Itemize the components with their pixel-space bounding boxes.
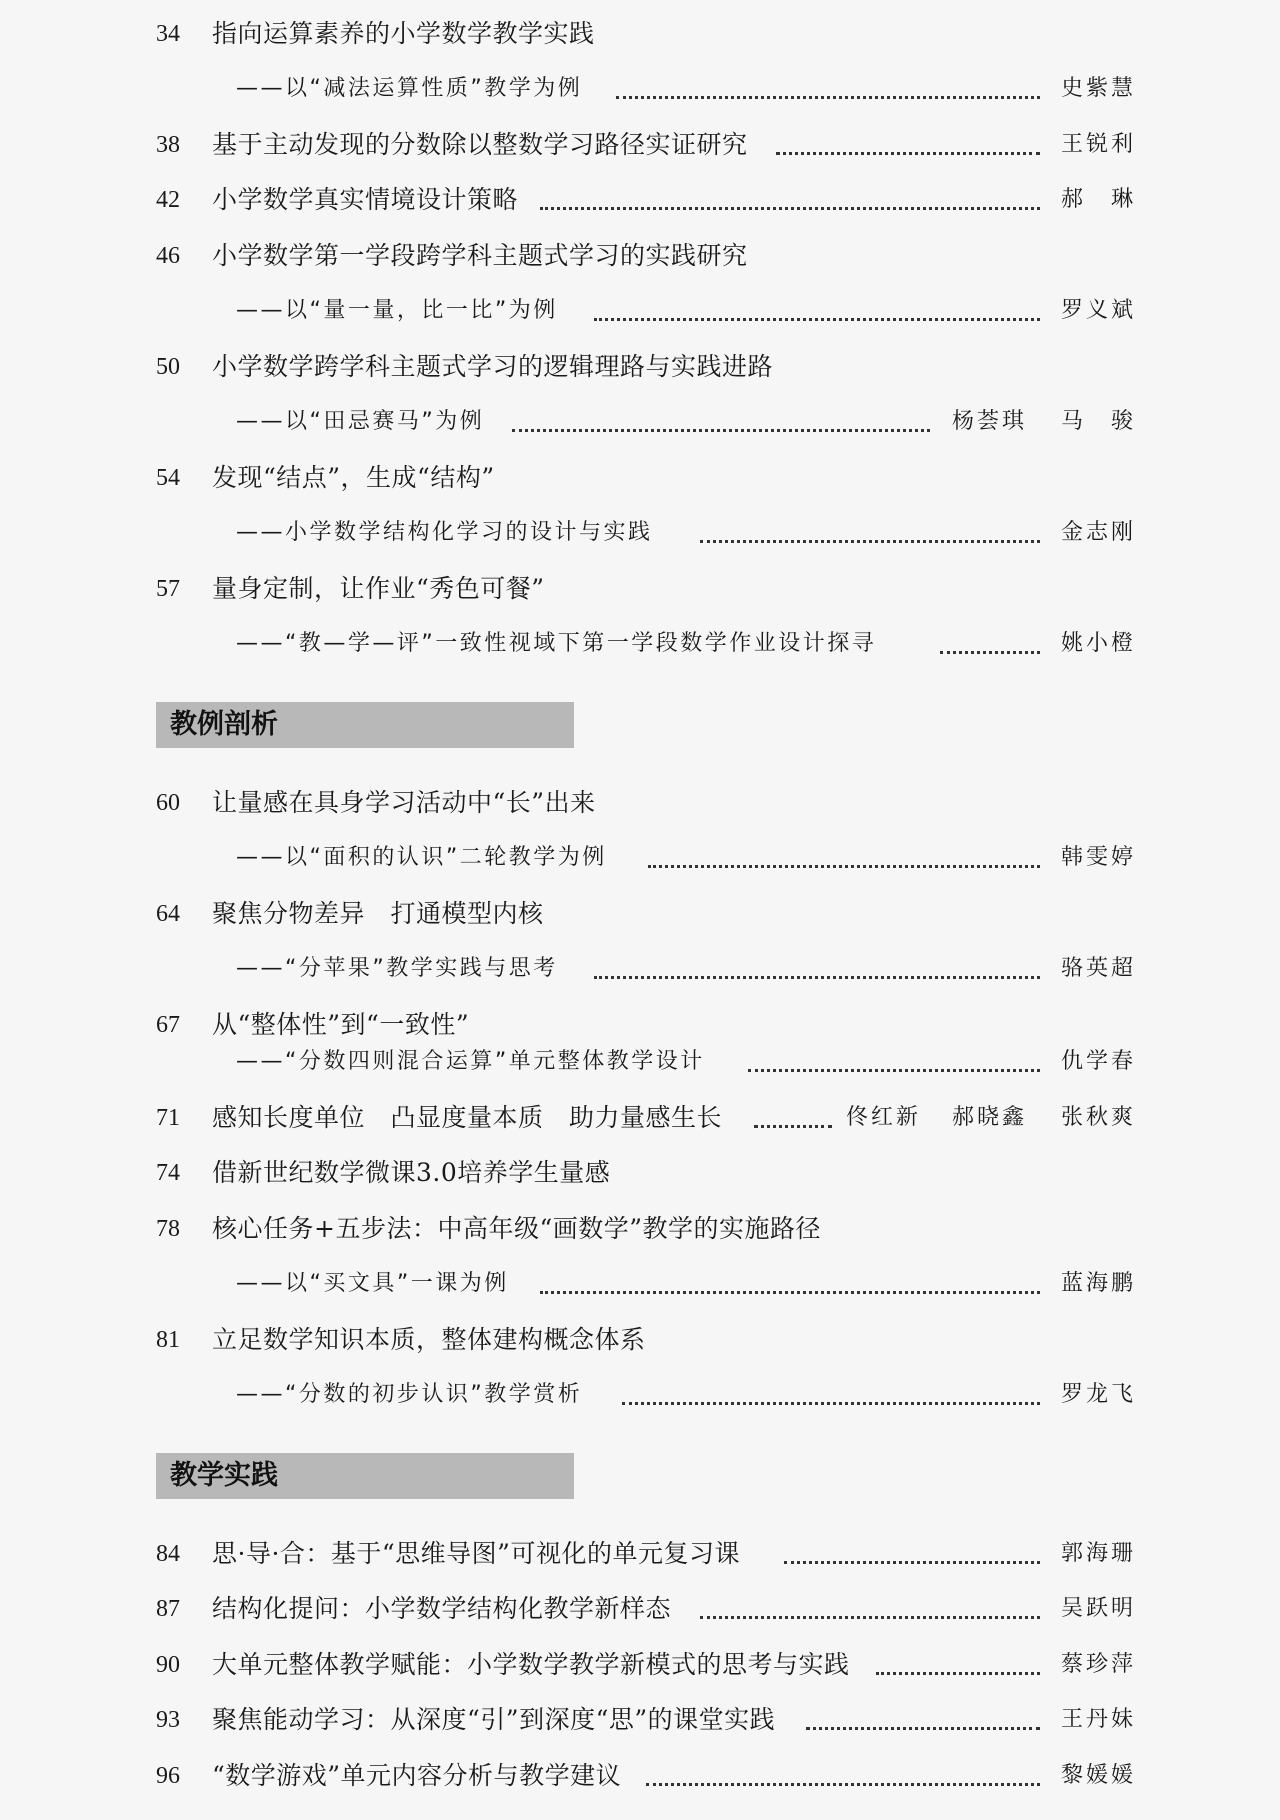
entry-subtitle: ——“分苹果”教学实践与思考 [236, 956, 558, 981]
dot-leader [940, 651, 1040, 654]
page-number: 81 [156, 1327, 180, 1353]
entry-title: 大单元整体教学赋能：小学数学教学新模式的思考与实践 [212, 1650, 850, 1679]
entry-author: 郝 琳 [1060, 187, 1136, 212]
dot-leader [806, 1727, 1040, 1730]
entry-title: “数学游戏”单元内容分析与教学建议 [212, 1761, 622, 1790]
entry-author: 佟红新 [846, 1105, 922, 1130]
dot-leader [784, 1561, 1040, 1564]
page-number: 67 [156, 1012, 180, 1038]
entry-title: 感知长度单位 凸显度量本质 助力量感生长 [212, 1103, 723, 1132]
entry-author: 史紫慧 [1060, 76, 1136, 101]
entry-title: 小学数学真实情境设计策略 [212, 185, 519, 214]
entry-subtitle: ——以“量一量，比一比”为例 [236, 298, 558, 323]
toc-entry[interactable] [0, 236, 1280, 276]
entry-title: 让量感在具身学习活动中“长”出来 [212, 788, 596, 817]
toc-subentry[interactable] [0, 949, 1280, 989]
toc-entry[interactable] [0, 1320, 1280, 1360]
entry-author: 王锐利 [1060, 132, 1136, 157]
entry-author: 郭海珊 [1060, 1541, 1136, 1566]
dot-leader [876, 1672, 1040, 1675]
entry-author: 杨荟琪 [952, 409, 1028, 434]
entry-author: 张秋爽 [1060, 1105, 1136, 1130]
toc-subentry[interactable] [0, 69, 1280, 109]
entry-author: 仇学春 [1060, 1049, 1136, 1074]
dot-leader [748, 1069, 1040, 1072]
page-number: 74 [156, 1160, 180, 1186]
toc-subentry[interactable] [0, 402, 1280, 442]
entry-title: 小学数学跨学科主题式学习的逻辑理路与实践进路 [212, 352, 774, 381]
page-number: 90 [156, 1652, 180, 1678]
dot-leader [540, 207, 1040, 210]
entry-author: 黎媛媛 [1060, 1763, 1136, 1788]
toc-subentry[interactable] [0, 624, 1280, 664]
entry-subtitle: ——“教—学—评”一致性视域下第一学段数学作业设计探寻 [236, 631, 877, 656]
page-number: 50 [156, 354, 180, 380]
toc-subentry[interactable] [0, 291, 1280, 331]
entry-author: 金志刚 [1060, 520, 1136, 545]
page-number: 60 [156, 790, 180, 816]
toc-subentry[interactable] [0, 1264, 1280, 1304]
entry-title: 发现“结点”，生成“结构” [212, 463, 495, 492]
dot-leader [776, 152, 1040, 155]
page-number: 38 [156, 132, 180, 158]
dot-leader [700, 540, 1040, 543]
entry-title: 基于主动发现的分数除以整数学习路径实证研究 [212, 130, 748, 159]
entry-title: 聚焦能动学习：从深度“引”到深度“思”的课堂实践 [212, 1705, 776, 1734]
dot-leader [646, 1783, 1040, 1786]
entry-author: 蔡珍萍 [1060, 1652, 1136, 1677]
page-number: 46 [156, 243, 180, 269]
entry-author: 蓝海鹏 [1060, 1271, 1136, 1296]
entry-author: 郝晓鑫 [952, 1105, 1028, 1130]
dot-leader [754, 1125, 832, 1128]
page-number: 93 [156, 1707, 180, 1733]
toc-entry[interactable] [0, 569, 1280, 609]
page-number: 87 [156, 1596, 180, 1622]
toc-entry[interactable] [0, 180, 1280, 220]
toc-entry[interactable] [0, 347, 1280, 387]
entry-subtitle: ——以“减法运算性质”教学为例 [236, 76, 583, 101]
entry-title: 量身定制，让作业“秀色可餐” [212, 574, 545, 603]
dot-leader [648, 865, 1040, 868]
toc-entry[interactable] [0, 1645, 1280, 1685]
toc-entry[interactable] [0, 1098, 1280, 1138]
entry-author: 韩雯婷 [1060, 845, 1136, 870]
toc-subentry[interactable] [0, 1375, 1280, 1415]
entry-author: 罗龙飞 [1060, 1382, 1136, 1407]
section-header [156, 702, 574, 748]
page-number: 71 [156, 1105, 180, 1131]
entry-author: 吴跃明 [1060, 1596, 1136, 1621]
dot-leader [622, 1402, 1040, 1405]
toc-entry[interactable] [0, 1534, 1280, 1574]
entry-author: 王丹妹 [1060, 1707, 1136, 1732]
section-header [156, 1453, 574, 1499]
page-number: 57 [156, 576, 180, 602]
entry-author: 马 骏 [1060, 409, 1136, 434]
entry-title: 聚焦分物差异 打通模型内核 [212, 899, 544, 928]
entry-subtitle: ——小学数学结构化学习的设计与实践 [236, 520, 653, 545]
entry-title: 核心任务+五步法：中高年级“画数学”教学的实施路径 [212, 1214, 822, 1243]
entry-title: 指向运算素养的小学数学教学实践 [212, 19, 595, 48]
entry-title: 结构化提问：小学数学结构化教学新样态 [212, 1594, 672, 1623]
toc-subentry[interactable] [0, 838, 1280, 878]
entry-author: 姚小橙 [1060, 631, 1136, 656]
entry-title: 思·导·合：基于“思维导图”可视化的单元复习课 [212, 1539, 740, 1568]
page-number: 42 [156, 187, 180, 213]
section-title: 教例剖析 [170, 709, 278, 740]
entry-subtitle: ——以“买文具”一课为例 [236, 1271, 509, 1296]
entry-subtitle: ——以“田忌赛马”为例 [236, 409, 485, 434]
toc-entry[interactable] [0, 1209, 1280, 1249]
entry-author: 罗义斌 [1060, 298, 1136, 323]
entry-title: 从“整体性”到“一致性” [212, 1010, 470, 1039]
page-number: 54 [156, 465, 180, 491]
page-number: 84 [156, 1541, 180, 1567]
page-number: 78 [156, 1216, 180, 1242]
dot-leader [700, 1616, 1040, 1619]
dot-leader [594, 318, 1040, 321]
toc-subentry[interactable] [0, 1042, 1280, 1082]
page-number: 34 [156, 21, 180, 47]
toc-entry[interactable] [0, 1005, 1280, 1045]
toc-entry[interactable] [0, 14, 1280, 54]
page-number: 96 [156, 1763, 180, 1789]
entry-author: 骆英超 [1060, 956, 1136, 981]
dot-leader [594, 976, 1040, 979]
toc-subentry[interactable] [0, 513, 1280, 553]
entry-title: 借新世纪数学微课3.0培养学生量感 [212, 1158, 611, 1187]
toc-entry[interactable] [0, 783, 1280, 823]
toc-entry[interactable] [0, 1153, 1280, 1193]
toc-entry[interactable] [0, 1756, 1280, 1796]
entry-title: 立足数学知识本质，整体建构概念体系 [212, 1325, 646, 1354]
dot-leader [616, 96, 1040, 99]
toc-entry[interactable] [0, 1700, 1280, 1740]
dot-leader [512, 429, 930, 432]
entry-subtitle: ——以“面积的认识”二轮教学为例 [236, 845, 607, 870]
entry-subtitle: ——“分数的初步认识”教学赏析 [236, 1382, 583, 1407]
dot-leader [540, 1291, 1040, 1294]
entry-subtitle: ——“分数四则混合运算”单元整体教学设计 [236, 1049, 705, 1074]
toc-entry[interactable] [0, 1589, 1280, 1629]
section-title: 教学实践 [170, 1460, 278, 1491]
toc-entry[interactable] [0, 894, 1280, 934]
toc-entry[interactable] [0, 125, 1280, 165]
page-number: 64 [156, 901, 180, 927]
toc-entry[interactable] [0, 458, 1280, 498]
entry-title: 小学数学第一学段跨学科主题式学习的实践研究 [212, 241, 748, 270]
